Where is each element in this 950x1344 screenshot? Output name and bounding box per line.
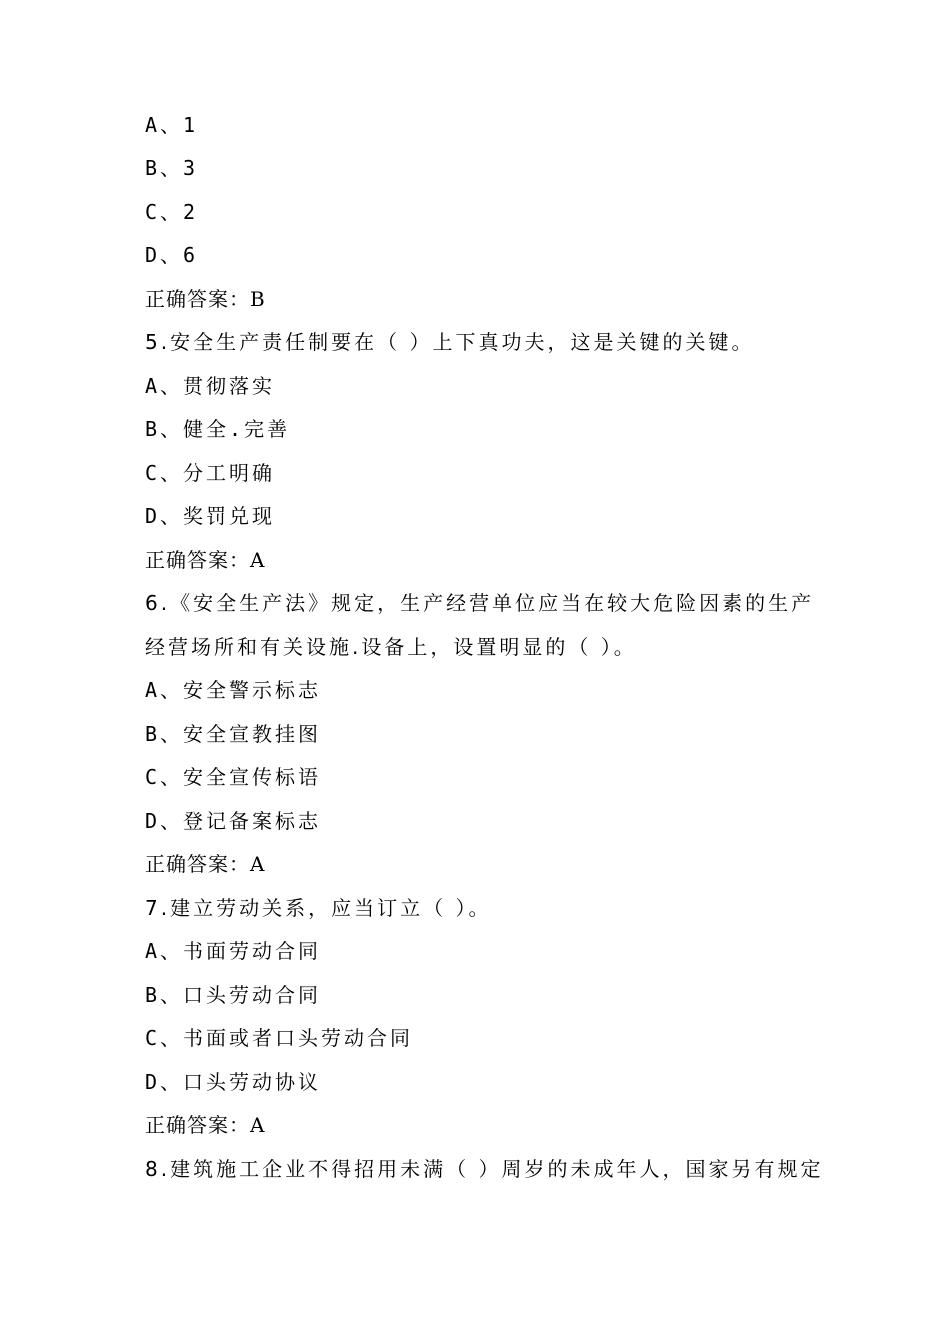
option-a: A、安全警示标志 [145,678,322,702]
option-d: D、口头劳动协议 [145,1070,322,1094]
option-c: C、书面或者口头劳动合同 [145,1026,414,1050]
option-c: C、2 [145,200,199,224]
option-a: A、1 [145,113,199,137]
option-b: B、3 [145,156,199,180]
option-d: D、奖罚兑现 [145,504,276,528]
option-b: B、健全.完善 [145,417,291,441]
option-d: D、6 [145,243,199,267]
correct-answer: 正确答案：A [145,1113,266,1137]
option-d: D、登记备案标志 [145,809,322,833]
option-c: C、分工明确 [145,461,276,485]
question-6-continued: 经营场所和有关设施.设备上，设置明显的（ ）。 [145,635,637,659]
correct-answer: 正确答案：B [145,287,266,311]
correct-answer: 正确答案：A [145,548,266,572]
question-5: 5.安全生产责任制要在（ ）上下真功夫，这是关键的关键。 [145,330,755,354]
option-b: B、口头劳动合同 [145,983,322,1007]
option-b: B、安全宣教挂图 [145,722,322,746]
option-c: C、安全宣传标语 [145,765,322,789]
question-6: 6.《安全生产法》规定，生产经营单位应当在较大危险因素的生产 [145,591,815,615]
option-a: A、书面劳动合同 [145,939,322,963]
question-8: 8.建筑施工企业不得招用未满（ ）周岁的未成年人，国家另有规定 [145,1157,824,1181]
question-7: 7.建立劳动关系，应当订立（ ）。 [145,896,492,920]
correct-answer: 正确答案：A [145,852,266,876]
option-a: A、贯彻落实 [145,374,276,398]
